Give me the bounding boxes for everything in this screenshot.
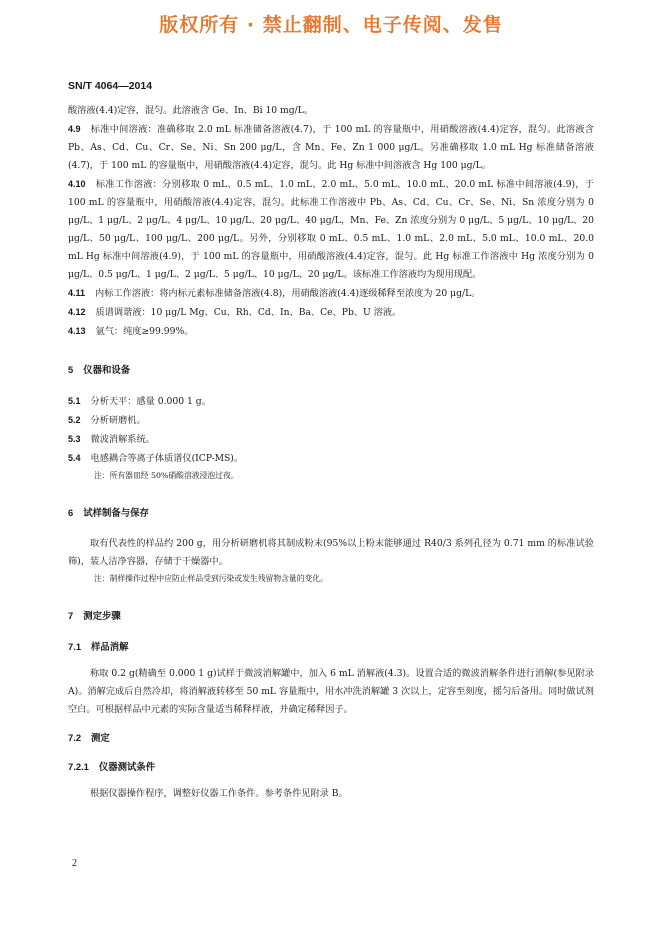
page-number: 2 xyxy=(72,858,77,869)
subsection-heading-7-2-1 xyxy=(68,758,594,777)
subsection-title: 仪器测试条件 xyxy=(98,762,156,773)
subsection-heading-7-2 xyxy=(68,729,594,748)
clause-number: 4.13 xyxy=(68,326,86,336)
clause-number: 5.2 xyxy=(68,415,81,425)
subsection-title: 样品消解 xyxy=(91,642,129,653)
clause-number: 5.1 xyxy=(68,396,81,406)
section-7-1-paragraph: 称取 0.2 g(精确至 0.000 1 g)试样于微波消解罐中，加入 6 mL 消解液(4.3)。设置合适的微波消解条件进行消解(参见附录 A)。消解完成后自然冷却，将消解液转移至 50 mL 容量瓶中，用水冲洗消解罐 3 次以上，定容至刻度，摇匀后备用。同时做试剂空白。可根据样品中元素的实际含量适当稀释样液，并确定稀释因子。 xyxy=(68,668,594,715)
clause-4-12 xyxy=(68,303,594,322)
clause-5-2 xyxy=(68,411,594,430)
section-heading-5 xyxy=(68,361,594,380)
section-heading-6 xyxy=(68,504,594,523)
subsection-number: 7.1 xyxy=(68,641,82,652)
clause-number: 5.3 xyxy=(68,434,81,444)
section-7-2-1-paragraph: 根据仪器操作程序，调整好仪器工作条件。参考条件见附录 B。 xyxy=(90,788,348,799)
standard-code-header: SN/T 4064—2014 xyxy=(68,80,153,92)
section-number: 7 xyxy=(68,610,74,621)
subsection-number: 7.2 xyxy=(68,732,82,743)
clause-4-9 xyxy=(68,120,594,175)
subsection-number: 7.2.1 xyxy=(68,761,89,772)
clause-text: 氩气：纯度≥99.99%。 xyxy=(95,326,194,337)
clause-text: 内标工作溶液：将内标元素标准储备溶液(4.8)，用硝酸溶液(4.4)逐级稀释至浓度为 20 μg/L。 xyxy=(95,288,481,299)
clause-5-1 xyxy=(68,392,594,411)
clause-number: 4.9 xyxy=(68,124,81,134)
copyright-watermark: 版权所有 · 禁止翻制、电子传阅、发售 xyxy=(159,14,503,36)
section-title: 仪器和设备 xyxy=(83,365,131,376)
note-section-5: 注：所有器皿经 50%硝酸溶液浸泡过夜。 xyxy=(94,471,239,480)
section-6-paragraph: 取有代表性的样品约 200 g，用分析研磨机将其制成粉末(95%以上粉末能够通过 R40/3 系列孔径为 0.71 mm 的标准试验筛)，装人洁净容器，存储于干燥器中。 xyxy=(68,538,594,567)
clause-text: 微波消解系统。 xyxy=(90,434,155,445)
clause-text: 分析天平：感量 0.000 1 g。 xyxy=(90,396,211,407)
clause-5-3 xyxy=(68,430,594,449)
subsection-title: 测定 xyxy=(91,733,110,744)
section-number: 6 xyxy=(68,507,74,518)
note-section-6: 注：制样操作过程中应防止样品受到污染或发生残留物含量的变化。 xyxy=(94,574,328,583)
clause-text: 标准工作溶液：分别移取 0 mL、0.5 mL、1.0 mL、2.0 mL、5.0 mL、10.0 mL、20.0 mL 标准中间溶液(4.9)，于 100 mL 的容量瓶中，用硝酸溶液(4.4)定容，混匀。此标准工作溶液中 Pb、As、Cd、Cu、Cr、Se、Ni、Sn 浓度分别为 0 μg/L、1 μg/L、2 μg/L、4 μg/L、10 μg/L、20 μg/L、40 μg/L，Mn、Fe、Zn 浓度分别为 0 μg/L、5 μg/L、10 μg/L、20 μg/L、50 μg/L、100 μg/L、200 μg/L。另外，分别移取 0 mL、0.5 mL、1.0 mL、2.0 mL、5.0 mL、10.0 mL、20.0 mL Hg 标准中间溶液(4.9)，于 100 mL 的容量瓶中，用硝酸溶液(4.4)定容，混匀。此 Hg 标准工作溶液中 Hg 浓度分别为 0 μg/L、0.5 μg/L、1 μg/L、2 μg/L、5 μg/L、10 μg/L、20 μg/L。该标准工作溶液均为现用现配。 xyxy=(68,179,594,280)
section-heading-7 xyxy=(68,607,594,626)
clause-number: 5.4 xyxy=(68,453,81,463)
clause-4-13 xyxy=(68,322,594,341)
section-title: 试样制备与保存 xyxy=(83,508,149,519)
clause-5-4 xyxy=(68,449,594,468)
continuation-paragraph: 酸溶液(4.4)定容，混匀。此溶液含 Ge、In、Bi 10 mg/L。 xyxy=(68,105,314,116)
clause-text: 电感耦合等离子体质谱仪(ICP-MS)。 xyxy=(90,453,244,464)
clause-text: 分析研磨机。 xyxy=(90,415,146,426)
clause-number: 4.11 xyxy=(68,288,86,298)
clause-4-11 xyxy=(68,284,594,303)
clause-4-10 xyxy=(68,175,594,284)
document-body xyxy=(68,102,594,803)
clause-text: 标准中间溶液：准确移取 2.0 mL 标准储备溶液(4.7)，于 100 mL 的容量瓶中，用硝酸溶液(4.4)定容，混匀。此溶液含 Pb、As、Cd、Cu、Cr、Se、Ni、Sn 200 μg/L，含 Mn、Fe、Zn 1 000 μg/L。另准确移取 1.0 mL Hg 标准储备溶液(4.7)，于 100 mL 的容量瓶中，用硝酸溶液(4.4)定容，混匀。此 Hg 标准中间溶液含 Hg 100 μg/L。 xyxy=(68,124,594,171)
clause-number: 4.10 xyxy=(68,179,86,189)
section-number: 5 xyxy=(68,364,74,375)
clause-text: 质谱调谐液：10 μg/L Mg、Cu、Rh、Cd、In、Ba、Ce、Pb、U 溶液。 xyxy=(95,307,402,318)
section-title: 测定步骤 xyxy=(83,611,121,622)
subsection-heading-7-1 xyxy=(68,638,594,657)
clause-number: 4.12 xyxy=(68,307,86,317)
